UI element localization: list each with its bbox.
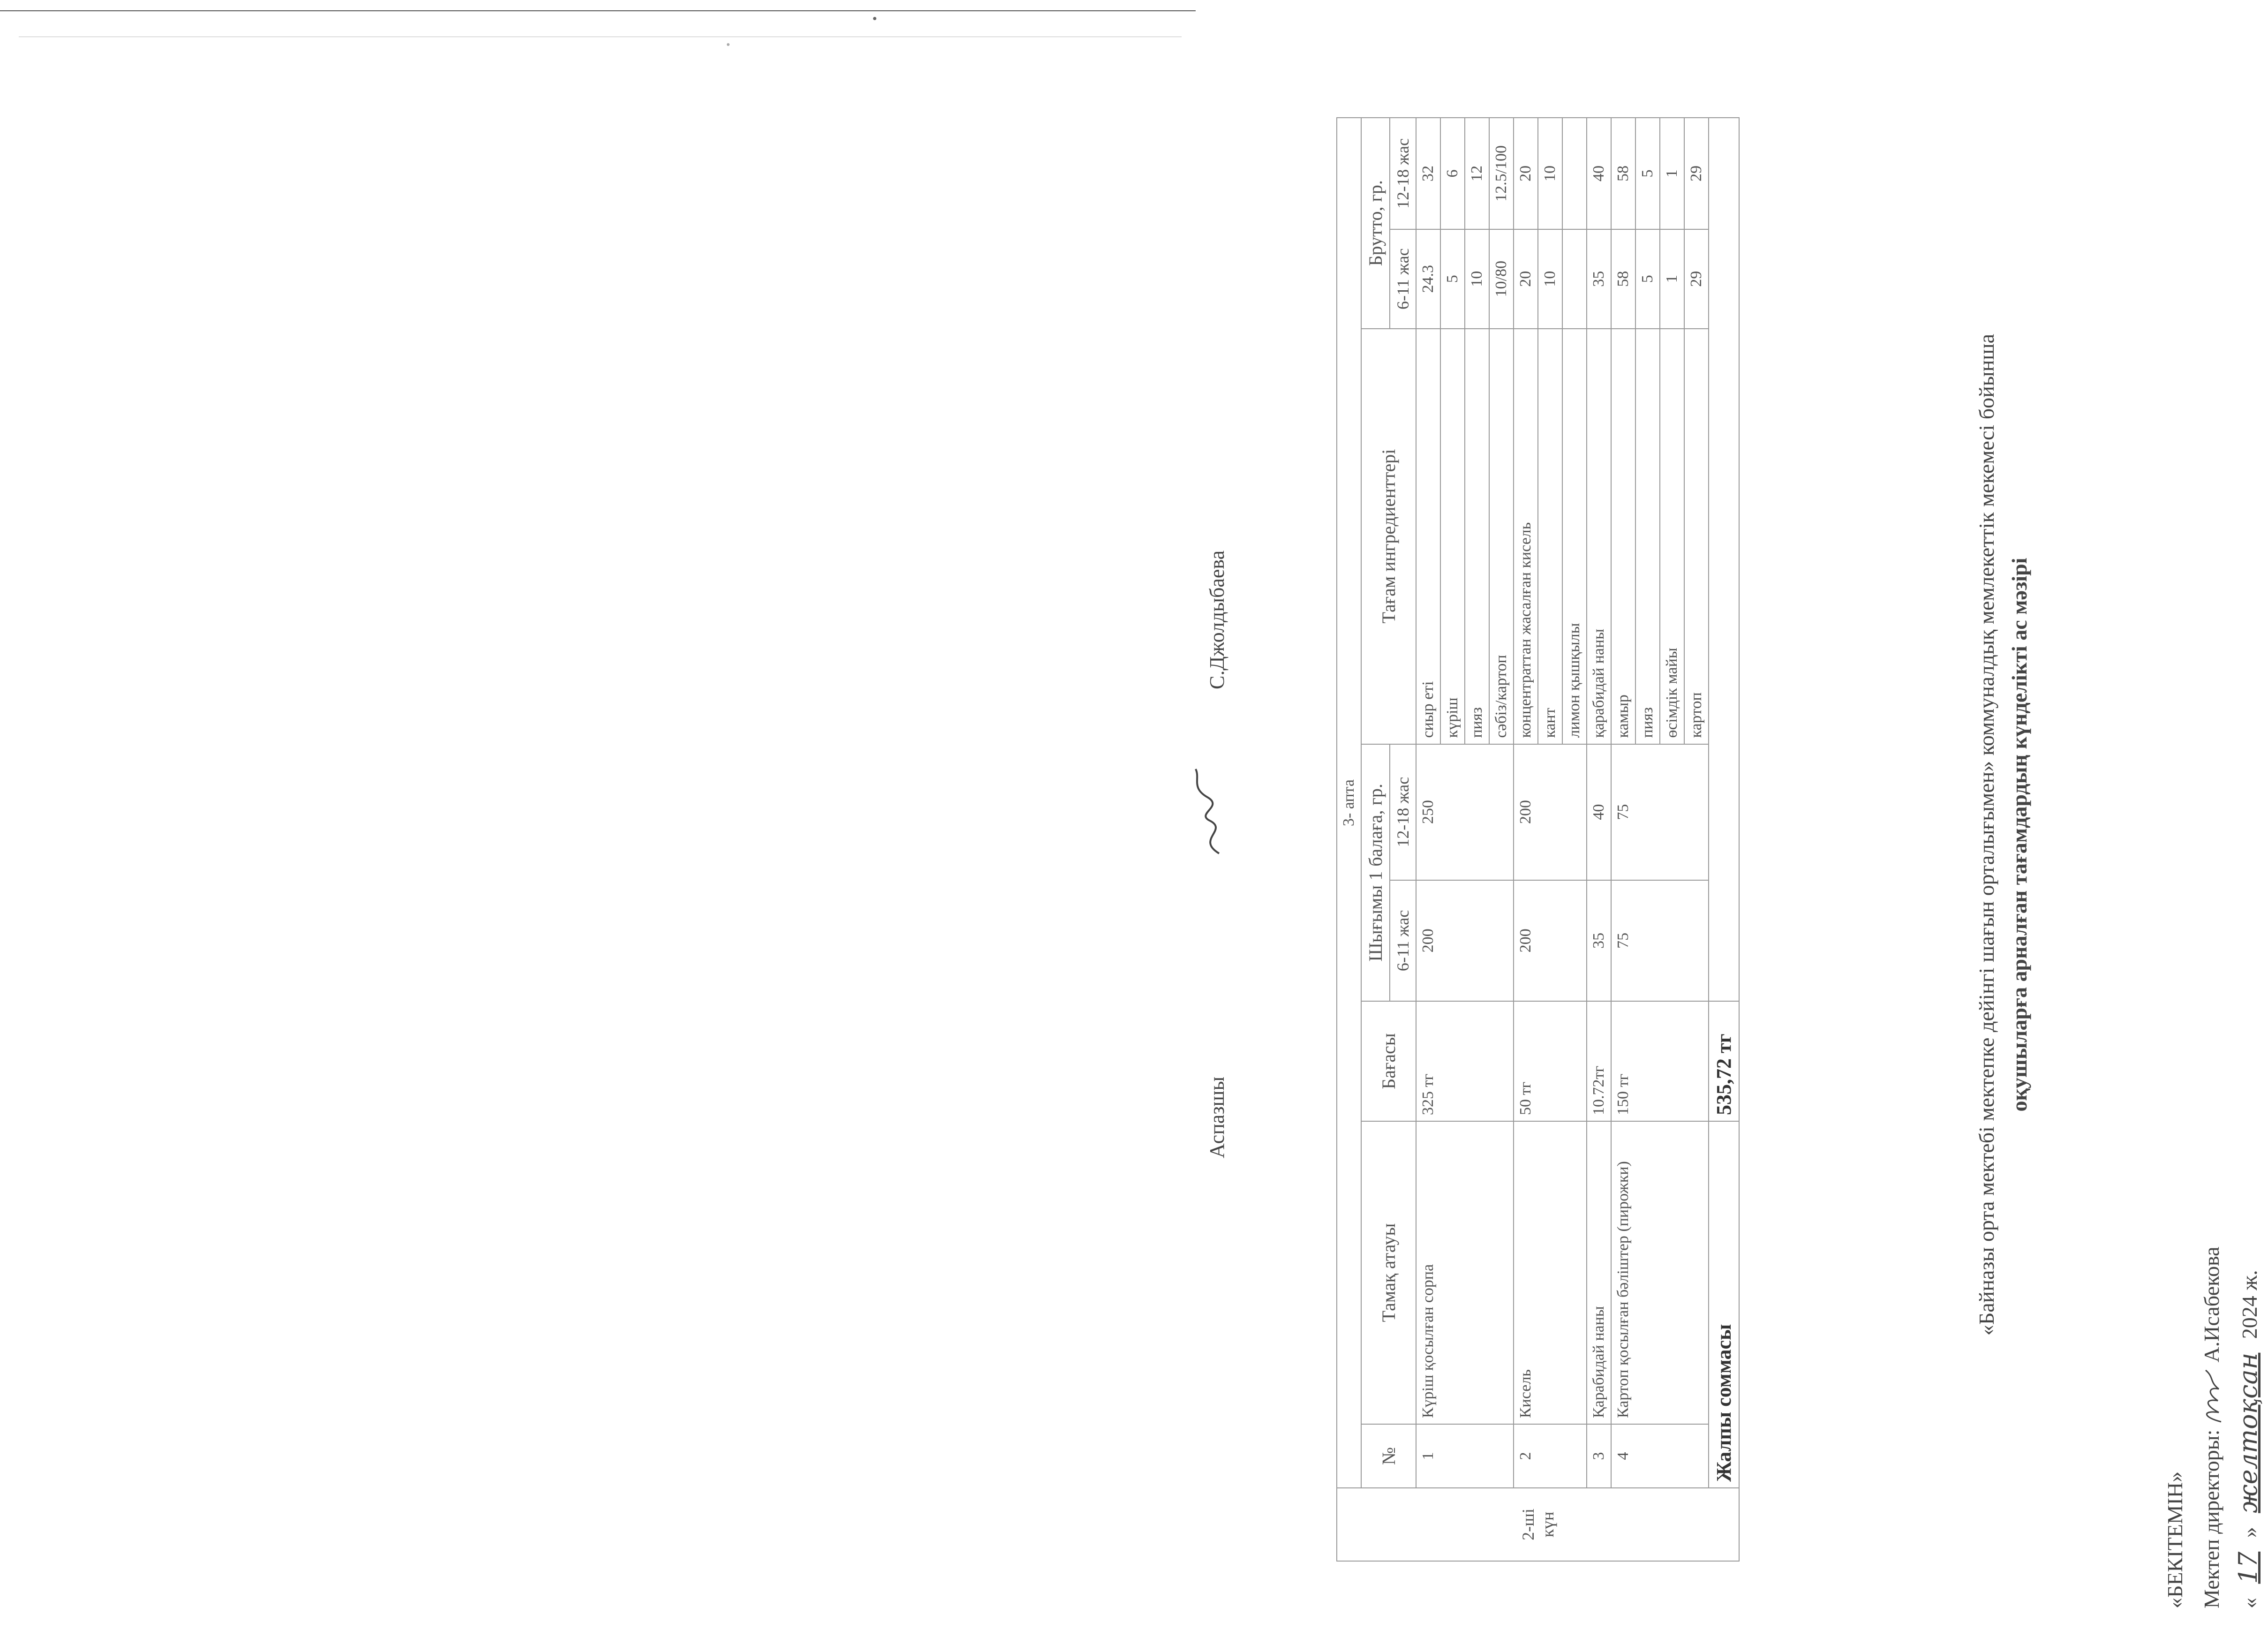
ingredient-brutto-age1: 10 bbox=[1465, 229, 1489, 329]
dish-output-age1: 200 bbox=[1416, 880, 1514, 1001]
ingredient-brutto-age1: 58 bbox=[1611, 229, 1635, 329]
ingredient-name: сәбіз/картоп bbox=[1489, 329, 1514, 744]
menu-table bbox=[1336, 117, 1740, 1562]
dish-num: 4 bbox=[1611, 1424, 1709, 1488]
ingredient-brutto-age2: 40 bbox=[1587, 118, 1611, 229]
table-row bbox=[1416, 118, 1440, 1561]
day-label: 2-ші күн bbox=[1519, 1509, 1557, 1540]
dish-output-age1: 35 bbox=[1587, 880, 1611, 1001]
table-row bbox=[1587, 118, 1611, 1561]
header-brutto-age2: 12-18 жас bbox=[1390, 118, 1416, 229]
header-output: Шығымы 1 балаға, гр. bbox=[1361, 744, 1390, 1001]
ingredient-brutto-age1: 5 bbox=[1440, 229, 1465, 329]
ingredient-brutto-age1: 10/80 bbox=[1489, 229, 1514, 329]
ingredient-name: картоп bbox=[1684, 329, 1709, 744]
ingredient-name: камыр bbox=[1611, 329, 1635, 744]
ingredient-brutto-age1: 29 bbox=[1684, 229, 1709, 329]
scan-speck bbox=[727, 43, 730, 46]
header-brutto-age1: 6-11 жас bbox=[1390, 229, 1416, 329]
dish-output-age1: 75 bbox=[1611, 880, 1709, 1001]
dish-output-age2: 250 bbox=[1416, 744, 1514, 880]
dish-output-age2: 75 bbox=[1611, 744, 1709, 880]
ingredient-brutto-age2: 5 bbox=[1635, 118, 1660, 229]
dish-price: 325 тг bbox=[1416, 1001, 1514, 1121]
table-row bbox=[1611, 118, 1635, 1561]
ingredient-brutto-age2: 6 bbox=[1440, 118, 1465, 229]
document-title-line2: оқушыларға арналған тағамдардың күнделікті ас мәзірі bbox=[2007, 558, 2031, 1112]
director-label: Мектеп директоры: bbox=[2200, 1429, 2223, 1608]
dish-num: 1 bbox=[1416, 1424, 1514, 1488]
dish-output-age1: 200 bbox=[1514, 880, 1587, 1001]
dish-name: Кисель bbox=[1514, 1121, 1587, 1424]
approval-date bbox=[2230, 1246, 2268, 1608]
ingredient-brutto-age2: 10 bbox=[1538, 118, 1562, 229]
ingredient-brutto-age1: 10 bbox=[1538, 229, 1562, 329]
ingredient-brutto-age1: 5 bbox=[1635, 229, 1660, 329]
header-output-age2: 12-18 жас bbox=[1390, 744, 1416, 880]
ingredient-name: сиыр еті bbox=[1416, 329, 1440, 744]
dish-price: 10.72тг bbox=[1587, 1001, 1611, 1121]
director-line bbox=[2193, 1246, 2230, 1608]
ingredient-name: қарабидай наны bbox=[1587, 329, 1611, 744]
document-title-line1: «Байназы орта мектебі мектепке дейінгі шағын орталығымен» коммуналдық мемлекеттік мекемесі бойынша bbox=[1974, 333, 1998, 1336]
ingredient-name: күріш bbox=[1440, 329, 1465, 744]
week-label: 3- апта bbox=[1337, 118, 1361, 1488]
dish-name: Қарабидай наны bbox=[1587, 1121, 1611, 1424]
director-signature bbox=[2200, 1368, 2227, 1424]
ingredient-brutto-age1: 24.3 bbox=[1416, 229, 1440, 329]
ingredient-name: кант bbox=[1538, 329, 1562, 744]
dish-num: 3 bbox=[1587, 1424, 1611, 1488]
ingredient-brutto-age2: 12 bbox=[1465, 118, 1489, 229]
dish-output-age2: 40 bbox=[1587, 744, 1611, 880]
header-ingredients: Тағам ингредиенттері bbox=[1361, 329, 1416, 744]
header-dish: Тамақ атауы bbox=[1361, 1121, 1416, 1424]
ingredient-brutto-age1: 20 bbox=[1514, 229, 1538, 329]
ingredient-brutto-age2: 12.5/100 bbox=[1489, 118, 1514, 229]
director-name: А.Исабекова bbox=[2200, 1246, 2223, 1363]
day-label-cell bbox=[1337, 1488, 1739, 1561]
ingredient-name: пияз bbox=[1635, 329, 1660, 744]
ingredient-brutto-age2 bbox=[1562, 118, 1587, 229]
scan-edge-line bbox=[0, 10, 1196, 11]
scan-speck bbox=[873, 17, 876, 20]
header-num: № bbox=[1361, 1424, 1416, 1488]
total-value: 535,72 тг bbox=[1709, 1001, 1739, 1121]
date-day: 17 bbox=[2233, 1551, 2263, 1584]
header-brutto: Брутто, гр. bbox=[1361, 118, 1390, 329]
ingredient-name: концентраттан жасалған кисель bbox=[1514, 329, 1538, 744]
ingredient-brutto-age2: 1 bbox=[1660, 118, 1684, 229]
dish-name: Күріш қосылған сорпа bbox=[1416, 1121, 1514, 1424]
total-row bbox=[1709, 118, 1739, 1561]
cook-signature bbox=[1186, 764, 1233, 858]
ingredient-brutto-age2: 29 bbox=[1684, 118, 1709, 229]
date-year: 2024 ж. bbox=[2238, 1270, 2261, 1339]
header-output-age1: 6-11 жас bbox=[1390, 880, 1416, 1001]
rotated-document-page bbox=[1168, 61, 2263, 1608]
table-row bbox=[1514, 118, 1538, 1561]
ingredient-brutto-age1: 1 bbox=[1660, 229, 1684, 329]
date-open-quote: « bbox=[2238, 1598, 2261, 1608]
approval-block bbox=[2157, 1246, 2268, 1608]
ingredient-brutto-age2: 20 bbox=[1514, 118, 1538, 229]
header-price: Бағасы bbox=[1361, 1001, 1416, 1121]
total-label: Жалпы соммасы bbox=[1709, 1121, 1739, 1488]
cook-label: Аспазшы bbox=[1206, 1076, 1228, 1158]
dish-name: Картоп қосылған бәліштер (пирожки) bbox=[1611, 1121, 1709, 1424]
dish-price: 150 тг bbox=[1611, 1001, 1709, 1121]
date-close-quote: » bbox=[2238, 1527, 2261, 1538]
ingredient-brutto-age1: 35 bbox=[1587, 229, 1611, 329]
date-month: желтоқсан bbox=[2233, 1352, 2263, 1513]
ingredient-brutto-age1 bbox=[1562, 229, 1587, 329]
approve-label: «БЕКІТЕМІН» bbox=[2163, 1471, 2187, 1608]
ingredient-name: пияз bbox=[1465, 329, 1489, 744]
ingredient-name: лимон қышқылы bbox=[1562, 329, 1587, 744]
ingredient-brutto-age2: 58 bbox=[1611, 118, 1635, 229]
ingredient-name: өсімдік майы bbox=[1660, 329, 1684, 744]
cook-name: С.Джолдыбаева bbox=[1206, 550, 1228, 689]
dish-num: 2 bbox=[1514, 1424, 1587, 1488]
dish-output-age2: 200 bbox=[1514, 744, 1587, 880]
dish-price: 50 тг bbox=[1514, 1001, 1587, 1121]
ingredient-brutto-age2: 32 bbox=[1416, 118, 1440, 229]
